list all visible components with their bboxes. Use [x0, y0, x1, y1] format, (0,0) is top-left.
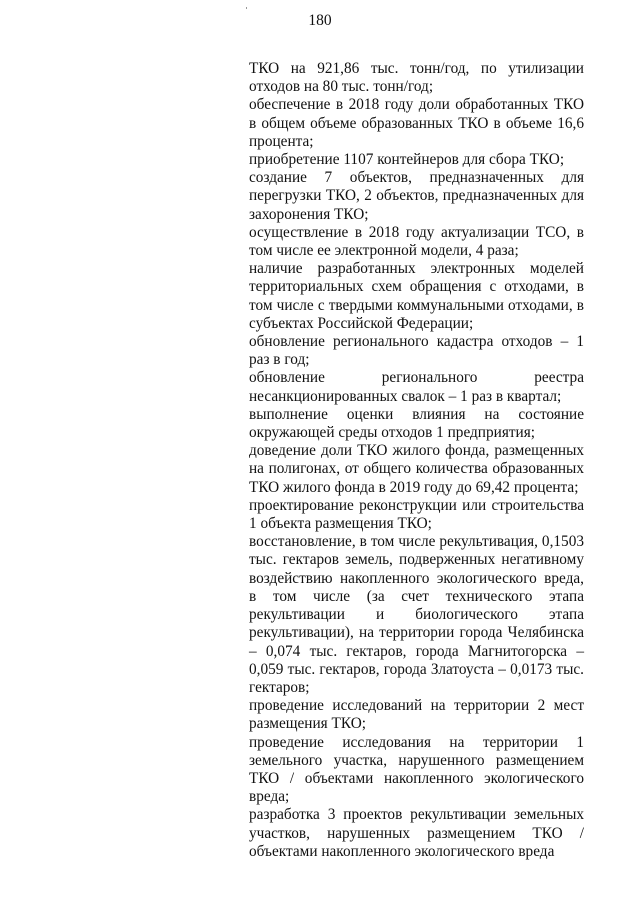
paragraph: обеспечение в 2018 году доли обработанных ТКО в общем объеме образованных ТКО в объеме 16,6 процента; — [249, 96, 584, 150]
paragraph: проведение исследования на территории 1 земельного участка, нарушенного размещением ТКО / объектами накопленного экологического вреда; — [249, 733, 584, 806]
paragraph: восстановление, в том числе рекультивация, 0,1503 тыс. гектаров земель, подверженных негативному воздействию накопленного экологического вреда, в том числе (за счет технического этапа рекультивации и биологического этапа рекультивации), на территории города Челябинска – 0,074 тыс. гектаров, города Магнитогорска – 0,059 тыс. гектаров, города Златоуста – 0,0173 тыс. гектаров; — [249, 533, 584, 696]
paragraph: ТКО на 921,86 тыс. тонн/год, по утилизации отходов на 80 тыс. тонн/год; — [249, 60, 584, 96]
paragraph: разработка 3 проектов рекультивации земельных участков, нарушенных размещением ТКО / объектами накопленного экологического вреда — [249, 806, 584, 860]
paragraph: проведение исследований на территории 2 мест размещения ТКО; — [249, 697, 584, 733]
paragraph: проектирование реконструкции или строительства 1 объекта размещения ТКО; — [249, 496, 584, 533]
paragraph: обновление регионального реестра несанкционированных свалок – 1 раз в квартал; — [249, 369, 584, 405]
paragraph: осуществление в 2018 году актуализации ТСО, в том числе ее электронной модели, 4 раза; — [249, 223, 584, 260]
paragraph: обновление регионального кадастра отходов – 1 раз в год; — [249, 333, 584, 369]
page-number: 180 — [308, 12, 332, 29]
paragraph: доведение доли ТКО жилого фонда, размещенных на полигонах, от общего количества образованных ТКО жилого фонда в 2019 году до 69,42 процента; — [249, 442, 584, 496]
paragraph: создание 7 объектов, предназначенных для перегрузки ТКО, 2 объектов, предназначенных для захоронения ТКО; — [249, 169, 584, 223]
paragraph: наличие разработанных электронных моделей территориальных схем обращения с отходами, в том числе с твердыми коммунальными отходами, в субъектах Российской Федерации; — [249, 260, 584, 332]
paragraph: выполнение оценки влияния на состояние окружающей среды отходов 1 предприятия; — [249, 405, 584, 442]
paragraph: приобретение 1107 контейнеров для сбора ТКО; — [249, 151, 565, 169]
scan-mark — [246, 7, 247, 9]
document-body — [249, 60, 584, 861]
